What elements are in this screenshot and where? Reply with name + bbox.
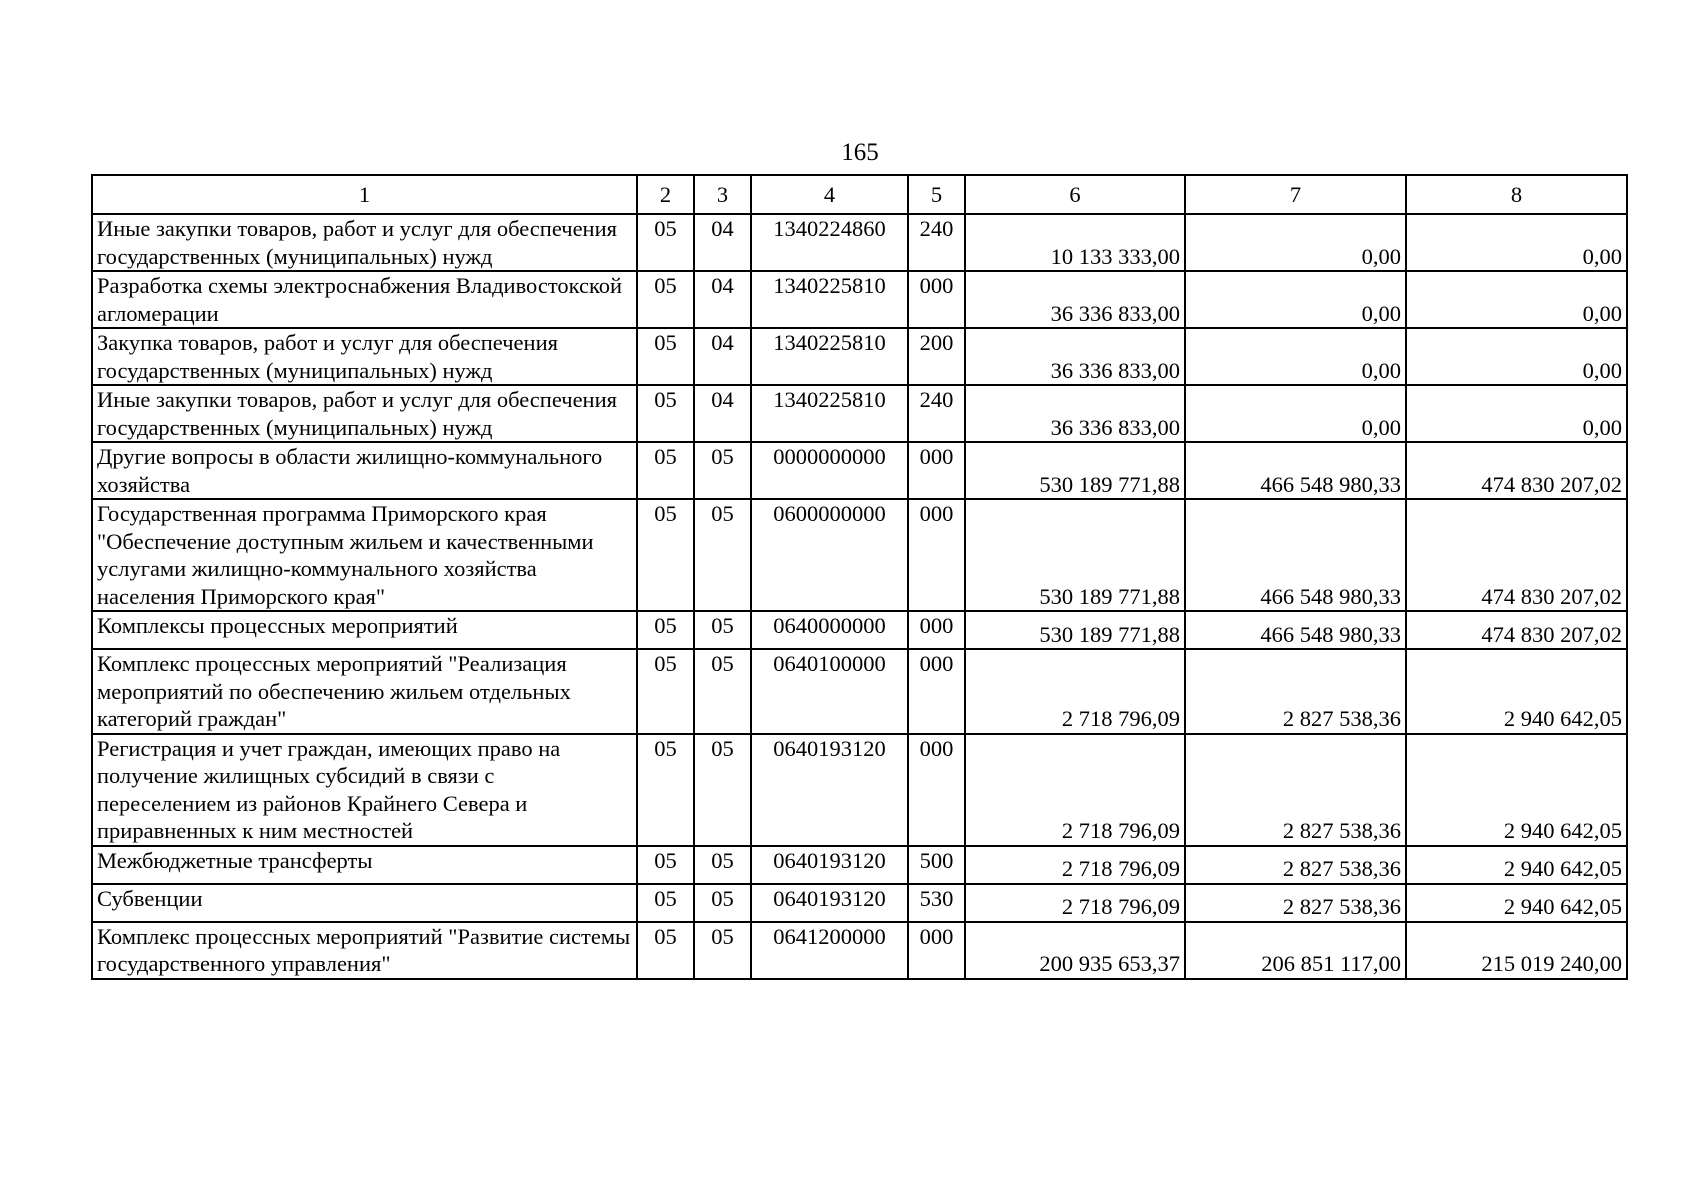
row-target-article: 0641200000	[751, 922, 908, 979]
row-expense-type: 000	[908, 271, 965, 328]
row-amount-col8: 0,00	[1406, 385, 1627, 442]
column-header: 5	[908, 175, 965, 214]
row-name: Межбюджетные трансферты	[92, 846, 637, 884]
row-section: 05	[637, 734, 694, 846]
column-header: 3	[694, 175, 751, 214]
row-subsection: 05	[694, 499, 751, 611]
row-name: Разработка схемы электроснабжения Владивостокской агломерации	[92, 271, 637, 328]
row-amount-col6: 2 718 796,09	[965, 884, 1185, 922]
row-amount-col7: 0,00	[1185, 328, 1406, 385]
row-amount-col7: 0,00	[1185, 214, 1406, 271]
row-subsection: 04	[694, 214, 751, 271]
row-amount-col8: 474 830 207,02	[1406, 499, 1627, 611]
row-name: Регистрация и учет граждан, имеющих право на получение жилищных субсидий в связи с переселением из районов Крайнего Севера и приравненных к ним местностей	[92, 734, 637, 846]
table-row	[92, 649, 1627, 734]
row-expense-type: 240	[908, 214, 965, 271]
row-target-article: 1340225810	[751, 271, 908, 328]
row-target-article: 0600000000	[751, 499, 908, 611]
row-target-article: 0640193120	[751, 734, 908, 846]
table-row	[92, 884, 1627, 922]
row-expense-type: 000	[908, 499, 965, 611]
row-amount-col6: 530 189 771,88	[965, 499, 1185, 611]
row-section: 05	[637, 649, 694, 734]
row-target-article: 1340225810	[751, 385, 908, 442]
column-header: 1	[92, 175, 637, 214]
row-amount-col6: 530 189 771,88	[965, 442, 1185, 499]
row-amount-col8: 474 830 207,02	[1406, 611, 1627, 649]
table-row	[92, 328, 1627, 385]
row-expense-type: 530	[908, 884, 965, 922]
row-expense-type: 000	[908, 649, 965, 734]
row-name: Иные закупки товаров, работ и услуг для обеспечения государственных (муниципальных) нужд	[92, 385, 637, 442]
table-row	[92, 611, 1627, 649]
row-expense-type: 500	[908, 846, 965, 884]
row-amount-col8: 0,00	[1406, 271, 1627, 328]
table-row	[92, 385, 1627, 442]
row-section: 05	[637, 385, 694, 442]
row-subsection: 05	[694, 734, 751, 846]
row-name: Закупка товаров, работ и услуг для обеспечения государственных (муниципальных) нужд	[92, 328, 637, 385]
row-amount-col7: 2 827 538,36	[1185, 649, 1406, 734]
row-amount-col6: 10 133 333,00	[965, 214, 1185, 271]
row-name: Комплексы процессных мероприятий	[92, 611, 637, 649]
row-subsection: 05	[694, 846, 751, 884]
row-subsection: 05	[694, 884, 751, 922]
row-subsection: 05	[694, 922, 751, 979]
row-amount-col7: 206 851 117,00	[1185, 922, 1406, 979]
row-amount-col6: 2 718 796,09	[965, 649, 1185, 734]
row-section: 05	[637, 328, 694, 385]
row-target-article: 1340224860	[751, 214, 908, 271]
row-amount-col6: 36 336 833,00	[965, 385, 1185, 442]
row-subsection: 05	[694, 649, 751, 734]
row-amount-col8: 0,00	[1406, 328, 1627, 385]
row-subsection: 05	[694, 442, 751, 499]
row-amount-col6: 2 718 796,09	[965, 734, 1185, 846]
row-section: 05	[637, 922, 694, 979]
table-row	[92, 214, 1627, 271]
row-name: Комплекс процессных мероприятий "Развитие системы государственного управления"	[92, 922, 637, 979]
row-amount-col6: 36 336 833,00	[965, 328, 1185, 385]
column-header: 8	[1406, 175, 1627, 214]
row-amount-col8: 2 940 642,05	[1406, 649, 1627, 734]
table-row	[92, 499, 1627, 611]
row-amount-col8: 2 940 642,05	[1406, 846, 1627, 884]
row-target-article: 0640193120	[751, 846, 908, 884]
row-amount-col7: 2 827 538,36	[1185, 734, 1406, 846]
row-expense-type: 200	[908, 328, 965, 385]
table-row	[92, 922, 1627, 979]
table-row	[92, 846, 1627, 884]
row-amount-col6: 36 336 833,00	[965, 271, 1185, 328]
row-amount-col7: 466 548 980,33	[1185, 611, 1406, 649]
row-target-article: 1340225810	[751, 328, 908, 385]
row-section: 05	[637, 214, 694, 271]
row-amount-col8: 0,00	[1406, 214, 1627, 271]
row-expense-type: 240	[908, 385, 965, 442]
row-section: 05	[637, 499, 694, 611]
row-name: Государственная программа Приморского края "Обеспечение доступным жильем и качественными услугами жилищно-коммунального хозяйства населения Приморского края"	[92, 499, 637, 611]
row-name: Субвенции	[92, 884, 637, 922]
row-target-article: 0640100000	[751, 649, 908, 734]
column-header: 4	[751, 175, 908, 214]
row-amount-col7: 2 827 538,36	[1185, 884, 1406, 922]
column-header: 7	[1185, 175, 1406, 214]
row-amount-col8: 2 940 642,05	[1406, 884, 1627, 922]
column-header: 6	[965, 175, 1185, 214]
row-subsection: 05	[694, 611, 751, 649]
column-header: 2	[637, 175, 694, 214]
row-amount-col6: 530 189 771,88	[965, 611, 1185, 649]
row-amount-col7: 2 827 538,36	[1185, 846, 1406, 884]
row-amount-col8: 474 830 207,02	[1406, 442, 1627, 499]
row-subsection: 04	[694, 328, 751, 385]
row-subsection: 04	[694, 385, 751, 442]
table-row	[92, 271, 1627, 328]
row-section: 05	[637, 846, 694, 884]
row-name: Комплекс процессных мероприятий "Реализация мероприятий по обеспечению жильем отдельных категорий граждан"	[92, 649, 637, 734]
row-target-article: 0000000000	[751, 442, 908, 499]
row-section: 05	[637, 884, 694, 922]
row-expense-type: 000	[908, 922, 965, 979]
row-amount-col7: 0,00	[1185, 385, 1406, 442]
row-amount-col6: 2 718 796,09	[965, 846, 1185, 884]
row-section: 05	[637, 442, 694, 499]
row-subsection: 04	[694, 271, 751, 328]
table-row	[92, 734, 1627, 846]
row-section: 05	[637, 271, 694, 328]
row-expense-type: 000	[908, 734, 965, 846]
row-expense-type: 000	[908, 442, 965, 499]
row-name: Иные закупки товаров, работ и услуг для обеспечения государственных (муниципальных) нужд	[92, 214, 637, 271]
row-target-article: 0640193120	[751, 884, 908, 922]
page-number: 165	[841, 139, 879, 166]
row-amount-col8: 215 019 240,00	[1406, 922, 1627, 979]
row-amount-col7: 466 548 980,33	[1185, 442, 1406, 499]
row-amount-col8: 2 940 642,05	[1406, 734, 1627, 846]
row-amount-col7: 0,00	[1185, 271, 1406, 328]
row-name: Другие вопросы в области жилищно-коммунального хозяйства	[92, 442, 637, 499]
table-row	[92, 442, 1627, 499]
row-amount-col6: 200 935 653,37	[965, 922, 1185, 979]
row-amount-col7: 466 548 980,33	[1185, 499, 1406, 611]
row-expense-type: 000	[908, 611, 965, 649]
header-row	[92, 175, 1627, 214]
budget-table	[91, 174, 1628, 980]
row-target-article: 0640000000	[751, 611, 908, 649]
row-section: 05	[637, 611, 694, 649]
